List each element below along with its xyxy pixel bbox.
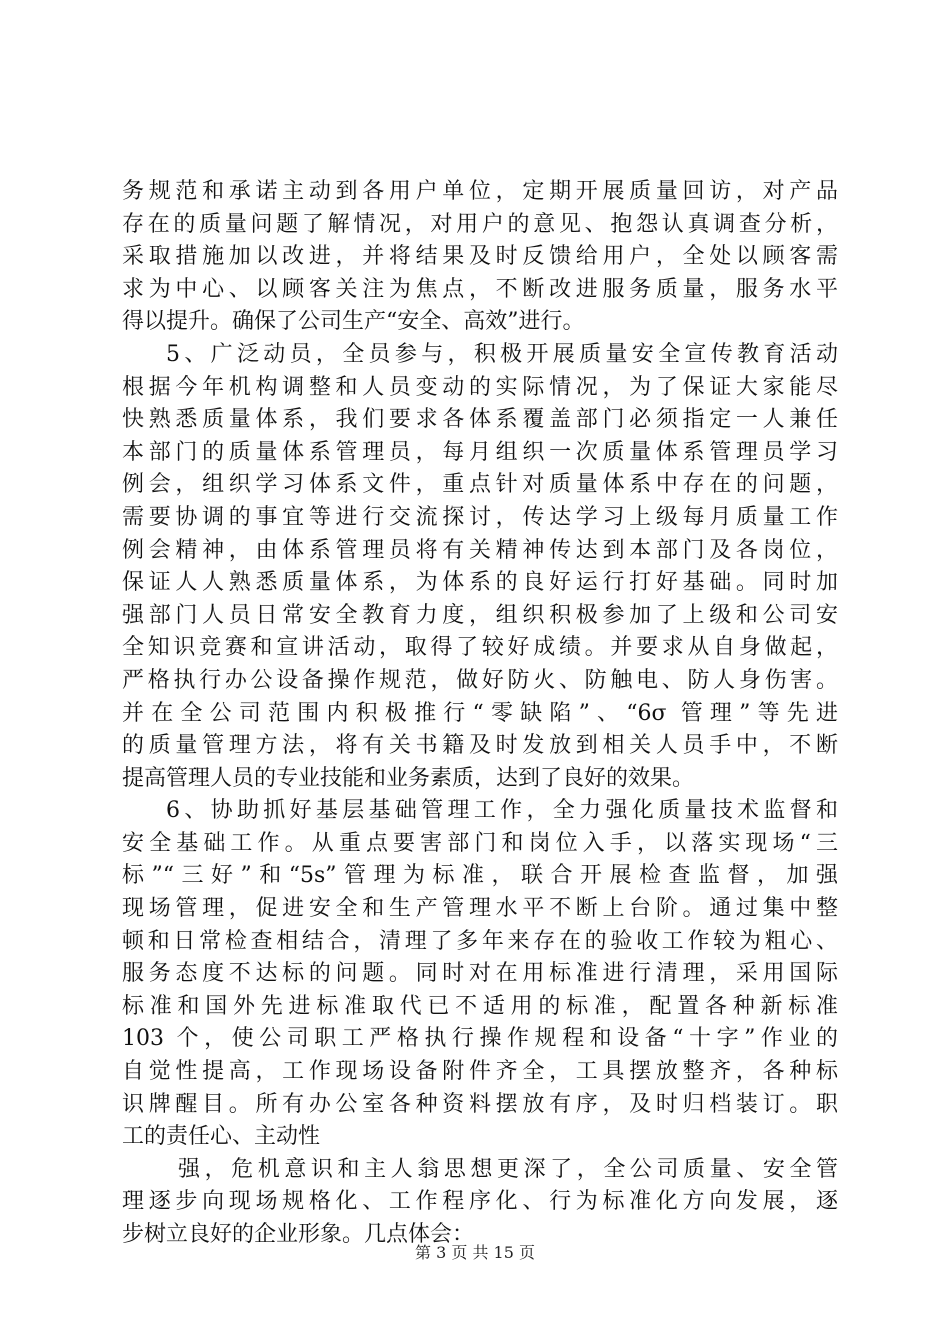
text-line: 的质量管理方法，将有关书籍及时发放到相关人员手中，不断: [122, 733, 838, 759]
text-line: 标准和国外先进标准取代已不适用的标准，配置各种新标准: [122, 993, 838, 1019]
text-line: 工的责任心、主动性: [122, 1124, 321, 1150]
text-line: 需要协调的事宜等进行交流探讨，传达学习上级每月质量工作: [122, 504, 838, 530]
text-line: 6、协助抓好基层基础管理工作，全力强化质量技术监督和: [166, 798, 838, 824]
text-line: 例会，组织学习体系文件，重点针对质量体系中存在的问题，: [122, 472, 838, 498]
text-line: 5、广泛动员，全员参与，积极开展质量安全宣传教育活动: [166, 341, 838, 367]
text-line: 并在全公司范围内积极推行“零缺陷”、“6σ 管理”等先进: [122, 700, 838, 726]
page-footer: 第 3 页 共 15 页: [415, 1243, 535, 1262]
text-line: 识牌醒目。所有办公室各种资料摆放有序，及时归档装订。职: [122, 1091, 838, 1117]
text-line: 强部门人员日常安全教育力度，组织积极参加了上级和公司安: [122, 602, 838, 628]
text-line: 顿和日常检查相结合，清理了多年来存在的验收工作较为粗心、: [122, 928, 838, 954]
text-line: 标”“三好”和“5s”管理为标准，联合开展检查监督，加强: [122, 863, 838, 889]
text-line: 得以提升。确保了公司生产“安全、高效”进行。: [122, 309, 585, 335]
text-line: 务规范和承诺主动到各用户单位，定期开展质量回访，对产品: [122, 179, 838, 204]
text-line: 根据今年机构调整和人员变动的实际情况，为了保证大家能尽: [122, 374, 838, 400]
document-body: [122, 176, 838, 1252]
text-line: 理逐步向现场规格化、工作程序化、行为标准化方向发展，逐: [122, 1189, 838, 1215]
text-line: 安全基础工作。从重点要害部门和岗位入手，以落实现场“三: [122, 830, 838, 856]
text-line: 本部门的质量体系管理员，每月组织一次质量体系管理员学习: [122, 439, 838, 465]
text-line: 提高管理人员的专业技能和业务素质，达到了良好的效果。: [122, 765, 695, 791]
text-line: 自觉性提高，工作现场设备附件齐全，工具摆放整齐，各种标: [122, 1059, 838, 1085]
text-line: 全知识竞赛和宣讲活动，取得了较好成绩。并要求从自身做起，: [122, 635, 838, 661]
text-line: 现场管理，促进安全和生产管理水平不断上台阶。通过集中整: [122, 896, 838, 922]
text-line: 例会精神，由体系管理员将有关精神传达到本部门及各岗位，: [122, 537, 838, 563]
text-line: 步树立良好的企业形象。几点体会：: [122, 1222, 475, 1247]
text-line: 103 个，使公司职工严格执行操作规程和设备“十字”作业的: [122, 1026, 838, 1052]
text-line: 强，危机意识和主人翁思想更深了，全公司质量、安全管: [178, 1156, 838, 1182]
text-line: 存在的质量问题了解情况，对用户的意见、抱怨认真调查分析，: [122, 211, 838, 237]
text-line: 采取措施加以改进，并将结果及时反馈给用户，全处以顾客需: [122, 244, 838, 270]
text-line: 保证人人熟悉质量体系，为体系的良好运行打好基础。同时加: [122, 570, 838, 596]
text-line: 求为中心、以顾客关注为焦点，不断改进服务质量，服务水平: [122, 276, 838, 302]
text-line: 服务态度不达标的问题。同时对在用标准进行清理，采用国际: [122, 961, 838, 987]
text-line: 严格执行办公设备操作规范，做好防火、防触电、防人身伤害。: [122, 667, 838, 693]
text-line: 快熟悉质量体系，我们要求各体系覆盖部门必须指定一人兼任: [122, 407, 838, 433]
